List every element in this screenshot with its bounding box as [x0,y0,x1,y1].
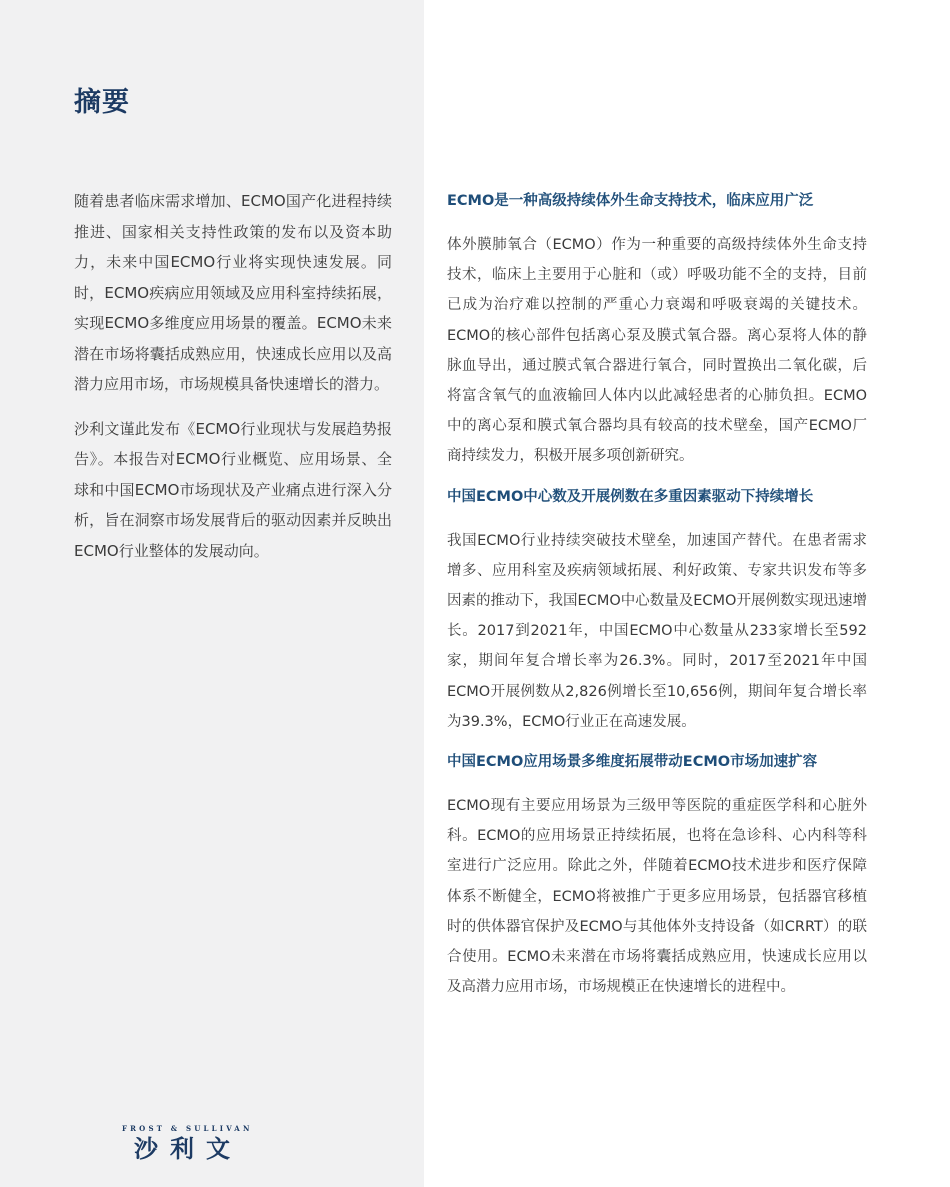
section-heading: ECMO是一种高级持续体外生命支持技术，临床应用广泛 [447,193,814,209]
intro-paragraph: 沙利文谨此发布《ECMO行业现状与发展趋势报告》。本报告对ECMO行业概览、应用场景、全球和中国ECMO市场现状及产业痛点进行深入分析，旨在洞察市场发展背后的驱动因素并反映出ECMO行业整体的发展动向。 [74,419,392,560]
frost-sullivan-logo [122,1124,272,1174]
page-title: 摘要 [74,87,130,118]
section-body: 我国ECMO行业持续突破技术壁垒，加速国产替代。在患者需求增多、应用科室及疾病领域拓展、利好政策、专家共识发布等多因素的推动下，我国ECMO中心数量及ECMO开展例数实现迅速增长。2017到2021年，中国ECMO中心数量从233家增长至592家，期间年复合增长率为26.3%。同时，2017至2021年中国ECMO开展例数从2,826例增长至10,656例，期间年复合增长率为39.3%，ECMO行业正在高速发展。 [447,532,867,730]
section-body: ECMO现有主要应用场景为三级甲等医院的重症医学科和心脏外科。ECMO的应用场景正持续拓展，也将在急诊科、心内科等科室进行广泛应用。除此之外，伴随着ECMO技术进步和医疗保障体系不断健全，ECMO将被推广于更多应用场景，包括器官移植时的供体器官保护及ECMO与其他体外支持设备（如CRRT）的联合使用。ECMO未来潜在市场将囊括成熟应用，快速成长应用以及高潜力应用市场，市场规模正在快速增长的进程中。 [447,798,867,996]
logo-english-text: FROST & SULLIVAN [122,1124,253,1133]
intro-paragraph: 随着患者临床需求增加、ECMO国产化进程持续推进、国家相关支持性政策的发布以及资本助力，未来中国ECMO行业将实现快速发展。同时，ECMO疾病应用领域及应用科室持续拓展，实现ECMO多维度应用场景的覆盖。ECMO未来潜在市场将囊括成熟应用，快速成长应用以及高潜力应用市场，市场规模具备快速增长的潜力。 [74,192,392,393]
section-heading: 中国ECMO应用场景多维度拓展带动ECMO市场加速扩容 [447,754,818,771]
summary-intro [74,186,392,580]
section-heading: 中国ECMO中心数及开展例数在多重因素驱动下持续增长 [447,488,814,505]
findings-column [447,186,867,1012]
logo-chinese-text: 沙利文 [134,1135,242,1163]
section-body: 体外膜肺氧合（ECMO）作为一种重要的高级持续体外生命支持技术，临床上主要用于心脏和（或）呼吸功能不全的支持，目前已成为治疗难以控制的严重心力衰竭和呼吸衰竭的关键技术。ECMO的核心部件包括离心泵及膜式氧合器。离心泵将人体的静脉血导出，通过膜式氧合器进行氧合，同时置换出二氧化碳，后将富含氧气的血液输回人体内以此减轻患者的心肺负担。ECMO中的离心泵和膜式氧合器均具有较高的技术壁垒，国产ECMO厂商持续发力，积极开展多项创新研究。 [447,237,867,465]
left-panel [0,0,424,1187]
